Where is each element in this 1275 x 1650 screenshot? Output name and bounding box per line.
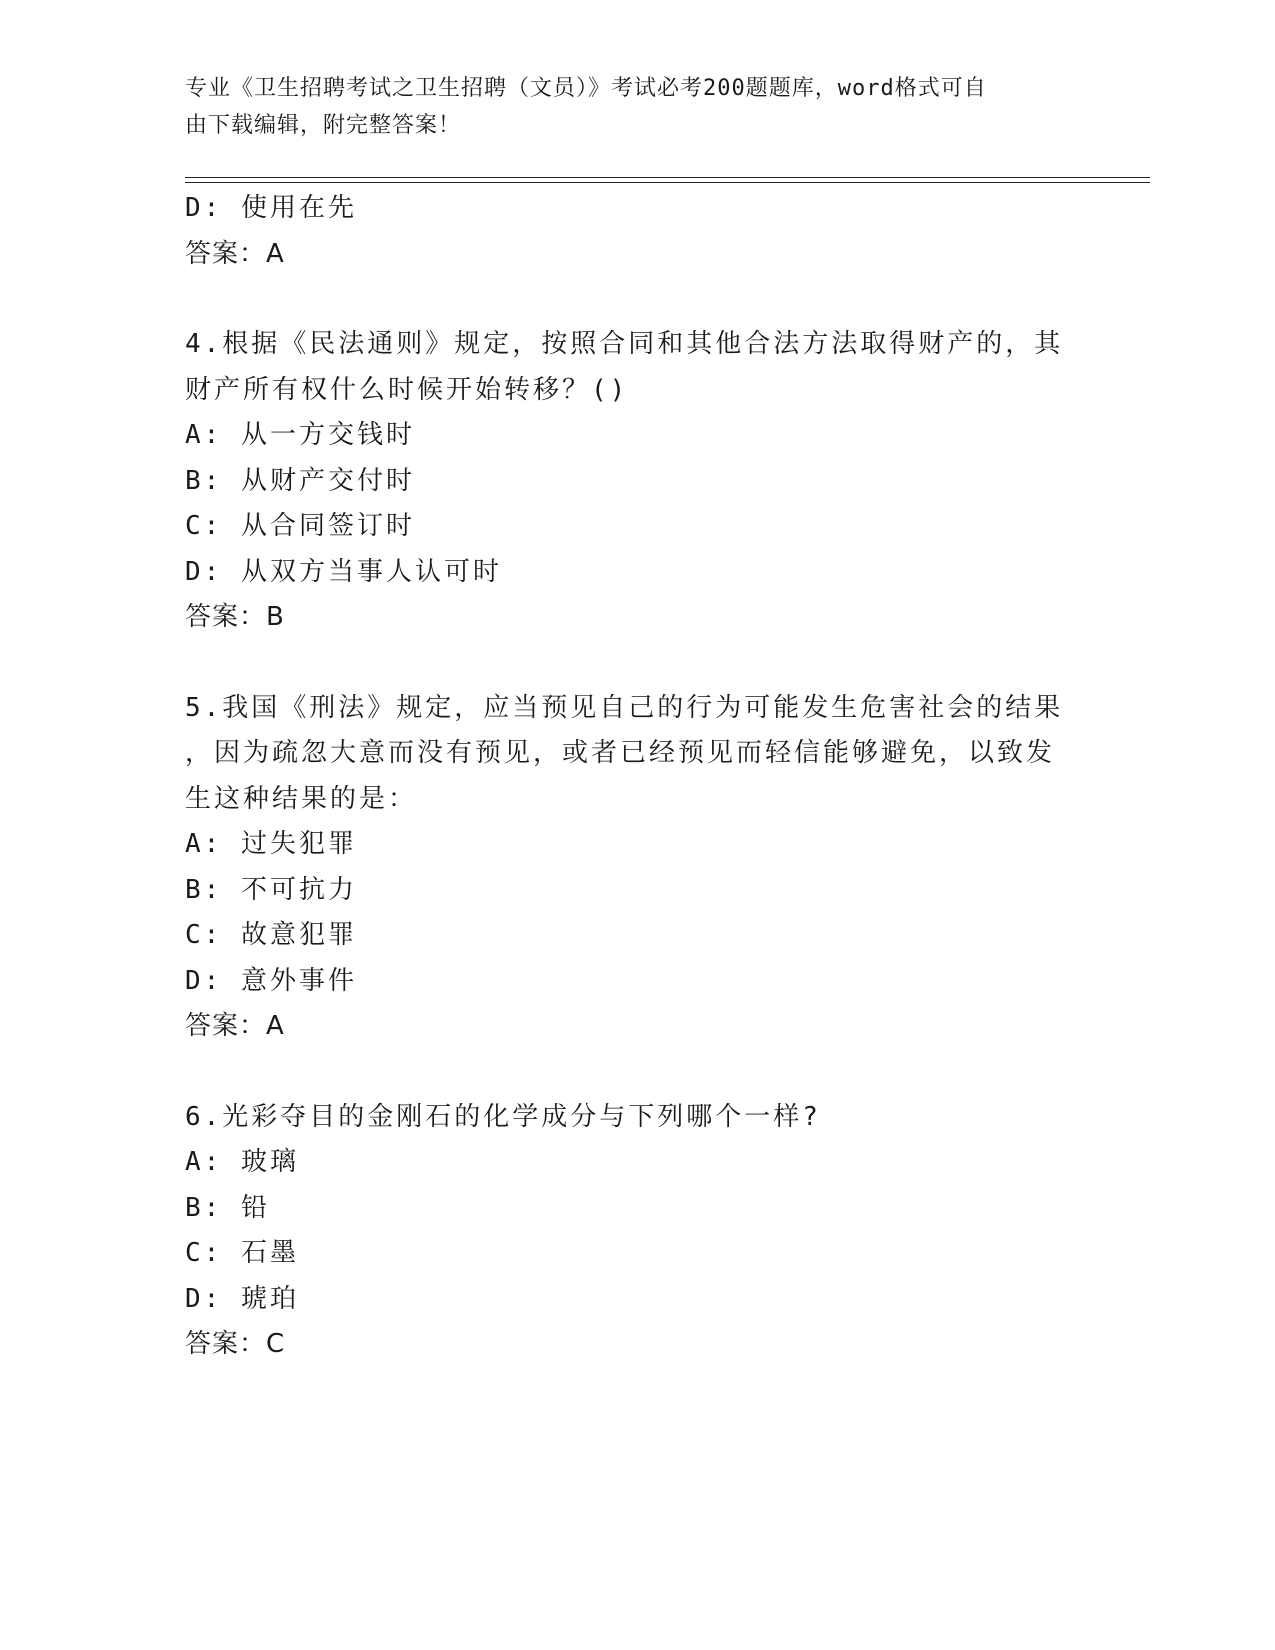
question-5-option-a: A: 过失犯罪 xyxy=(185,829,357,859)
carryover-option-d: D: 使用在先 xyxy=(185,193,357,223)
question-4-option-d: D: 从双方当事人认可时 xyxy=(185,556,502,587)
carryover-answer: 答案：A xyxy=(185,238,285,269)
question-6-text-line-1: 6.光彩夺目的金刚石的化学成分与下列哪个一样? xyxy=(185,1101,821,1132)
question-5-text-line-3: 生这种结果的是： xyxy=(185,783,418,814)
question-4-answer: 答案：B xyxy=(185,602,285,632)
question-6-option-b: B: 铅 xyxy=(185,1192,270,1223)
question-4 xyxy=(185,322,1085,641)
question-6-option-a: A: 玻璃 xyxy=(185,1147,299,1177)
question-4-option-a: A: 从一方交钱时 xyxy=(185,420,415,450)
header-line-1: 专业《卫生招聘考试之卫生招聘（文员）》考试必考200题题库，word格式可自 xyxy=(185,76,987,101)
question-5-option-c: C: 故意犯罪 xyxy=(185,920,357,950)
question-6 xyxy=(185,1095,1085,1368)
question-5-text-line-2: ，因为疏忽大意而没有预见，或者已经预见而轻信能够避免，以致发 xyxy=(185,738,1056,768)
question-5-text-line-1: 5.我国《刑法》规定，应当预见自己的行为可能发生危害社会的结果 xyxy=(185,692,1064,723)
question-5-answer: 答案：A xyxy=(185,1011,285,1041)
spacer xyxy=(185,1050,1085,1095)
spacer xyxy=(185,277,1085,322)
question-4-option-c: C: 从合同签订时 xyxy=(185,511,415,541)
question-5 xyxy=(185,686,1085,1050)
question-6-option-d: D: 琥珀 xyxy=(185,1283,299,1314)
question-6-answer: 答案：C xyxy=(185,1329,286,1359)
header-line-2: 由下载编辑，附完整答案！ xyxy=(185,113,462,138)
page-header xyxy=(185,70,1065,144)
header-divider xyxy=(185,177,1150,183)
question-4-option-b: B: 从财产交付时 xyxy=(185,465,415,496)
question-5-option-b: B: 不可抗力 xyxy=(185,874,357,905)
question-4-text-line-1: 4.根据《民法通则》规定，按照合同和其他合法方法取得财产的，其 xyxy=(185,329,1064,359)
question-5-option-d: D: 意外事件 xyxy=(185,965,357,996)
question-6-option-c: C: 石墨 xyxy=(185,1238,299,1268)
document-body xyxy=(185,186,1085,1368)
question-4-text-line-2: 财产所有权什么时候开始转移？() xyxy=(185,374,629,405)
spacer xyxy=(185,641,1085,686)
